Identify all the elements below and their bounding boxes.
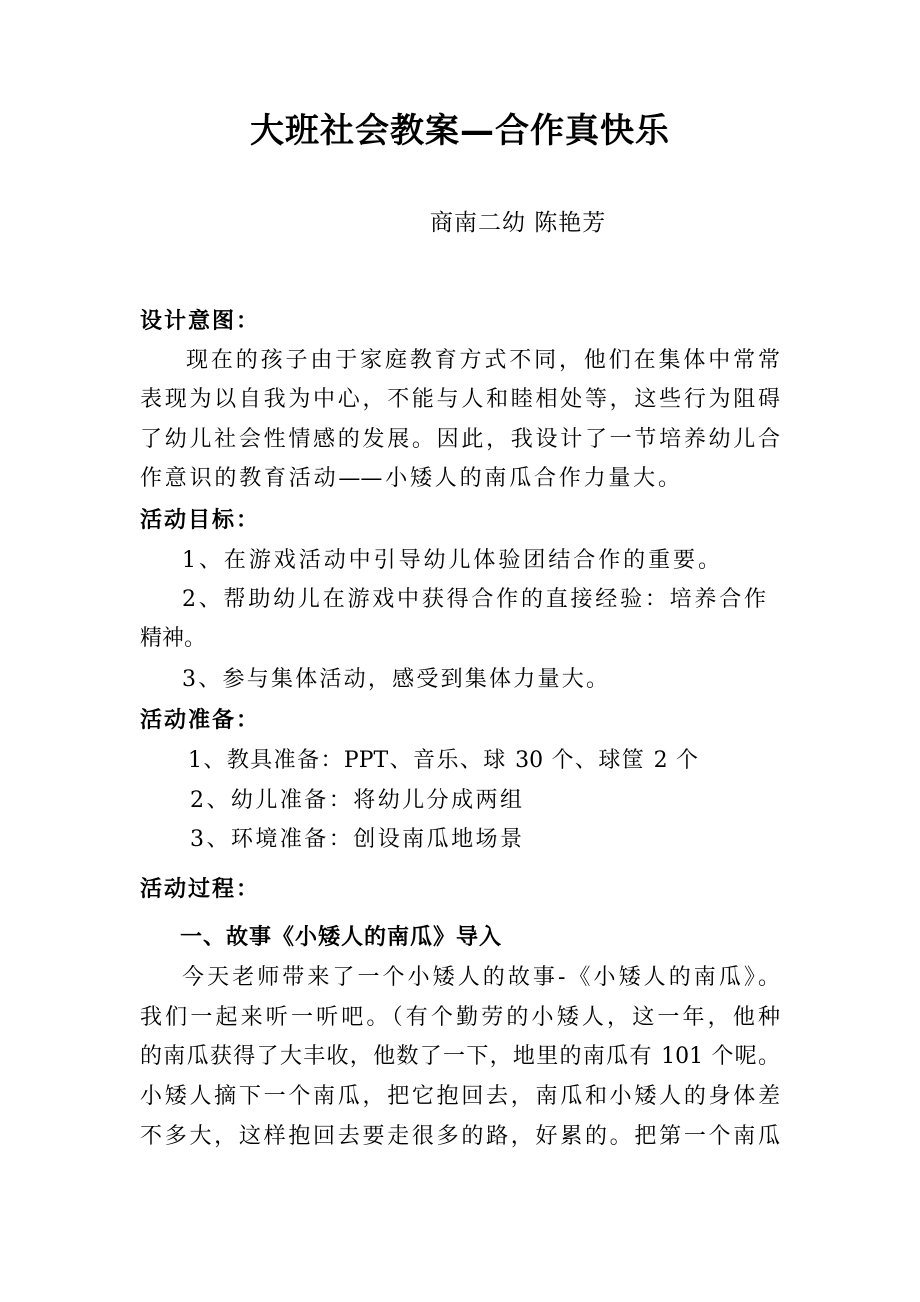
design-intent-line: 作意识的教育活动——小矮人的南瓜合作力量大。 bbox=[140, 466, 680, 491]
process-step-heading: 一、故事《小矮人的南瓜》导入 bbox=[180, 925, 503, 950]
design-intent-line: 表现为以自我为中心，不能与人和睦相处等，这些行为阻碍 bbox=[140, 387, 780, 412]
process-paragraph-line: 今天老师带来了一个小矮人的故事-《小矮人的南瓜》。 bbox=[182, 965, 780, 990]
process-paragraph-line: 的南瓜获得了大丰收，他数了一下，地里的南瓜有 101 个呢。 bbox=[140, 1044, 780, 1069]
author-line: 商南二幼 陈艳芳 bbox=[430, 210, 607, 236]
goals-heading: 活动目标： bbox=[140, 508, 261, 533]
design-intent-line: 了幼儿社会性情感的发展。因此，我设计了一节培养幼儿合 bbox=[140, 427, 780, 452]
preparation-item: 3、环境准备：创设南瓜地场景 bbox=[190, 827, 522, 852]
design-intent-line: 现在的孩子由于家庭教育方式不同，他们在集体中常常 bbox=[186, 348, 780, 373]
process-heading: 活动过程： bbox=[140, 877, 261, 902]
goal-item-continued: 精神。 bbox=[140, 626, 207, 651]
goal-item: 2、帮助幼儿在游戏中获得合作的直接经验：培养合作 bbox=[182, 587, 766, 612]
design-intent-heading: 设计意图： bbox=[140, 309, 261, 334]
goal-item: 3、参与集体活动，感受到集体力量大。 bbox=[182, 667, 608, 692]
preparation-item: 2、幼儿准备：将幼儿分成两组 bbox=[190, 788, 522, 813]
process-paragraph-line: 小矮人摘下一个南瓜，把它抱回去，南瓜和小矮人的身体差 bbox=[140, 1084, 780, 1109]
process-paragraph-line: 我们一起来听一听吧。（有个勤劳的小矮人，这一年，他种 bbox=[140, 1005, 780, 1030]
process-paragraph-line: 不多大，这样抱回去要走很多的路，好累的。把第一个南瓜 bbox=[140, 1124, 780, 1149]
preparation-item: 1、教具准备：PPT、音乐、球 30 个、球筐 2 个 bbox=[188, 748, 698, 773]
preparation-heading: 活动准备： bbox=[140, 708, 261, 733]
goal-item: 1、在游戏活动中引导幼儿体验团结合作的重要。 bbox=[182, 548, 720, 573]
document-title: 大班社会教案—合作真快乐 bbox=[250, 111, 670, 151]
